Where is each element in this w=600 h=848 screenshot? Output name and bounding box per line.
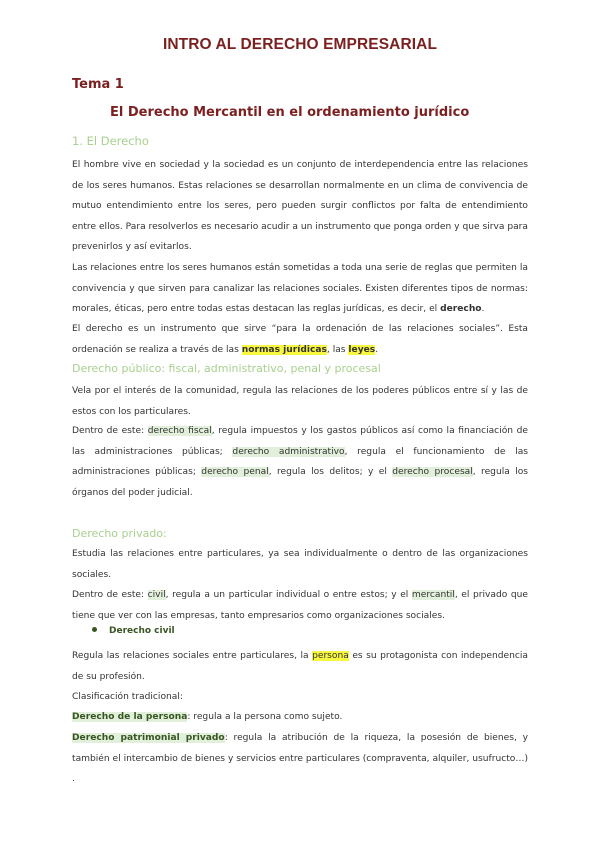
paragraph-4: Vela por el interés de la comunidad, regula las relaciones de los poderes públicos entre sí y las de estos con los particulares.: [72, 386, 528, 417]
paragraph-11-text: : regula la atribución de la riqueza, la posesión de bienes, y también el intercambio de bienes y servicios entre particulares (compraventa, alquiler, usufructo…) .: [72, 733, 529, 785]
bullet-dot-icon: [92, 627, 97, 632]
civil-highlight: civil: [147, 590, 166, 600]
paragraph-5: [72, 421, 528, 503]
paragraph-5-text: Dentro de este:: [72, 426, 148, 436]
paragraph-7-text-3: , el privado que tiene que ver con las empresas, tanto empresarios como organizaciones sociales.: [72, 590, 529, 621]
derecho-procesal-highlight: derecho procesal: [392, 467, 473, 478]
bullet-derecho-civil: [92, 626, 175, 636]
derecho-administrativo-highlight: derecho administrativo: [232, 446, 345, 457]
paragraph-6: Estudia las relaciones entre particulares, ya sea individualmente o dentro de las organizaciones sociales.: [72, 549, 528, 580]
derecho-term: derecho: [440, 304, 482, 315]
paragraph-5-text-4: , regula los delitos; y el: [268, 467, 393, 478]
paragraph-8: [72, 646, 528, 687]
paragraph-2: [72, 258, 528, 320]
derecho-penal-highlight: derecho penal: [201, 467, 269, 478]
bullet-label: Derecho civil: [109, 626, 175, 636]
persona-highlight: persona: [312, 651, 349, 661]
paragraph-7: [72, 585, 528, 626]
mercantil-highlight: mercantil: [411, 590, 455, 600]
paragraph-2-end: .: [481, 304, 485, 315]
paragraph-7-text-2: , regula a un particular individual o entre estos; y el: [165, 590, 412, 600]
paragraph-3: [72, 319, 528, 360]
paragraph-10: [72, 707, 528, 728]
paragraph-5-text-2: , regula impuestos y los gastos públicos así como la financiación de las administraciones públicas;: [72, 426, 528, 457]
paragraph-5-text-5: , regula los órganos del poder judicial.: [72, 467, 529, 498]
paragraph-8-text: Regula las relaciones sociales entre particulares, la: [72, 651, 313, 661]
paragraph-3-end: .: [375, 344, 379, 355]
section-derecho-publico: Derecho público: fiscal, administrativo, penal y procesal: [72, 362, 381, 375]
tema-heading: Tema 1: [72, 77, 124, 92]
document-title: INTRO AL DERECHO EMPRESARIAL: [162, 36, 438, 53]
derecho-patrimonial-term: Derecho patrimonial privado: [72, 733, 225, 743]
section-el-derecho: 1. El Derecho: [72, 134, 149, 148]
leyes-highlight: leyes: [348, 344, 376, 355]
paragraph-9: Clasificación tradicional:: [72, 692, 183, 702]
paragraph-8-text-2: es su protagonista con independencia de su profesión.: [72, 651, 528, 682]
paragraph-1: El hombre vive en sociedad y la sociedad es un conjunto de interdependencia entre las relaciones de los seres humanos. Estas relaciones se desarrollan normalmente en un clima de convivencia de mutuo entendimiento entre los seres, pero pueden surgir conflictos por falta de entendimiento entre ellos. Para resolverlos es necesario acudir a un instrumento que ponga orden y que sirva para prevenirlos y así evitarlos.: [72, 160, 528, 253]
paragraph-3-mid: , las: [326, 344, 349, 355]
section-derecho-privado: Derecho privado:: [72, 527, 167, 540]
paragraph-3-text: El derecho es un instrumento que sirve “para la ordenación de las relaciones sociales”. Esta ordenación se realiza a través de las: [72, 324, 528, 355]
paragraph-7-text: Dentro de este:: [72, 590, 148, 600]
normas-juridicas-highlight: normas jurídicas: [241, 344, 327, 355]
paragraph-10-text: : regula a la persona como sujeto.: [187, 712, 343, 722]
derecho-persona-term: Derecho de la persona: [72, 712, 188, 722]
paragraph-5-text-3: , regula el funcionamiento de las administraciones públicas;: [72, 446, 528, 478]
paragraph-2-text: Las relaciones entre los seres humanos están sometidas a toda una serie de reglas que permiten la convivencia y que sirven para canalizar las relaciones sociales. Existen diferentes tipos de normas: morales, éticas, pero entre todas estas destacan las reglas jurídicas, es decir, el: [72, 263, 528, 315]
paragraph-11: [72, 728, 528, 790]
tema-subtitle: El Derecho Mercantil en el ordenamiento jurídico: [110, 105, 470, 120]
derecho-fiscal-highlight: derecho fiscal: [147, 426, 212, 436]
